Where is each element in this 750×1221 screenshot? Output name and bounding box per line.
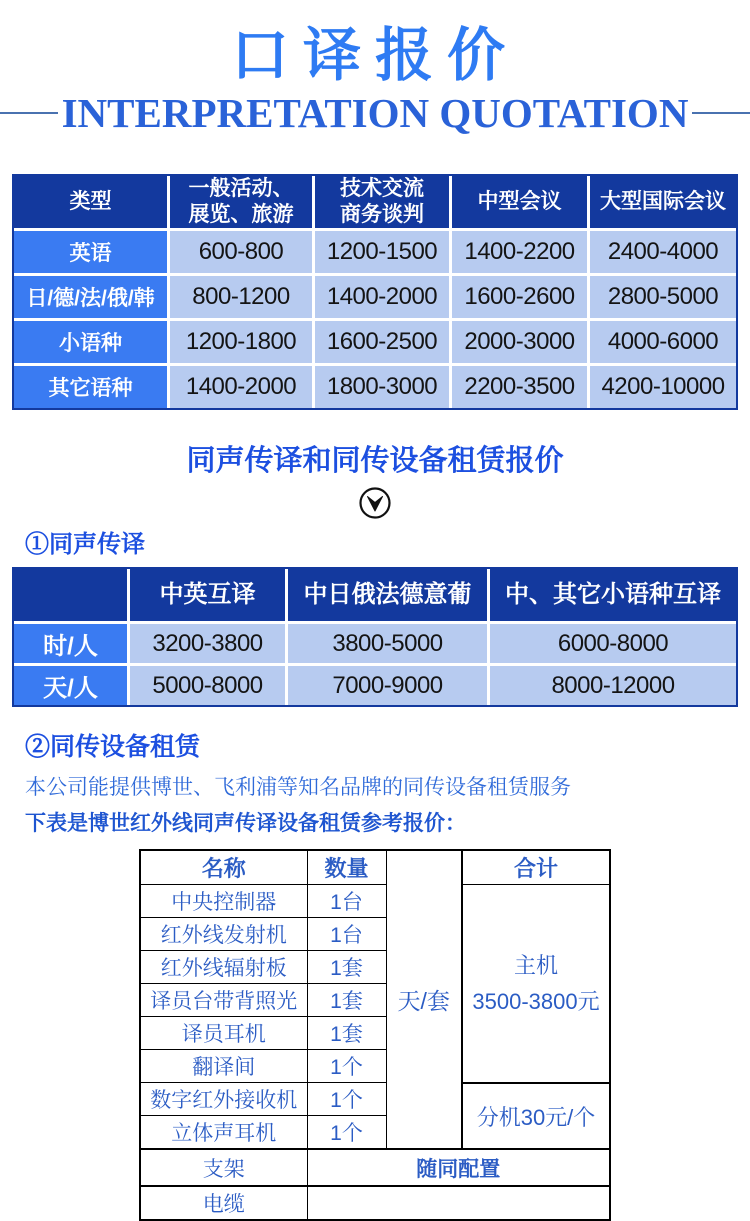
chevron-down-circle-icon — [358, 486, 392, 520]
table-row-bracket — [140, 1149, 610, 1186]
price-cell: 800-1200 — [170, 276, 315, 321]
table-row-cable — [140, 1186, 610, 1220]
equipment-desc-2: 下表是博世红外线同声传译设备租赁参考报价： — [25, 812, 466, 836]
price-cell: 3200-3800 — [130, 624, 288, 666]
table-row-per-day — [14, 666, 736, 705]
equipment-qty: 1个 — [307, 1116, 386, 1150]
page-subtitle: INTERPRETATION QUOTATION — [61, 89, 689, 136]
equipment-qty: 1台 — [307, 918, 386, 951]
unit-cell: 天/套 — [386, 850, 462, 1149]
col-header-large-conference: 大型国际会议 — [590, 176, 736, 232]
extension-total-cell: 分机30元/个 — [462, 1083, 610, 1150]
price-cell: 2400-4000 — [590, 231, 736, 276]
price-cell: 8000-12000 — [490, 666, 736, 705]
equipment-name: 中央控制器 — [140, 885, 307, 918]
col-header-zh-en: 中英互译 — [130, 569, 288, 624]
equipment-qty: 1台 — [307, 885, 386, 918]
price-cell: 4000-6000 — [590, 321, 736, 366]
col-header-technical-exchange — [315, 176, 452, 232]
price-cell: 2800-5000 — [590, 276, 736, 321]
interpretation-table — [12, 174, 738, 411]
subtitle-row — [0, 90, 750, 136]
row-label: 天/人 — [14, 666, 130, 705]
price-cell: 1600-2500 — [315, 321, 452, 366]
host-total-line2: 3500-3800元 — [472, 988, 600, 1014]
header-line: 商务谈判 — [340, 203, 424, 227]
equipment-qty: 1个 — [307, 1050, 386, 1083]
price-cell: 7000-9000 — [288, 666, 490, 705]
row-label: 英语 — [14, 231, 170, 276]
host-total-line1: 主机 — [513, 953, 558, 979]
table-header-row — [14, 569, 736, 624]
price-cell: 2000-3000 — [452, 321, 590, 366]
equipment-qty: 1个 — [307, 1083, 386, 1116]
table-row-per-hour — [14, 624, 736, 666]
col-header-zh-minor: 中、其它小语种互译 — [490, 569, 736, 624]
cable-value-cell — [307, 1186, 610, 1220]
price-cell: 4200-10000 — [590, 366, 736, 408]
col-header-medium-conference: 中型会议 — [452, 176, 590, 232]
equipment-name: 译员台带背照光 — [140, 984, 307, 1017]
row-label: 时/人 — [14, 624, 130, 666]
col-header-general-activities — [170, 176, 315, 232]
equipment-name: 电缆 — [140, 1186, 307, 1220]
price-cell: 1200-1500 — [315, 231, 452, 276]
equipment-table — [139, 849, 611, 1221]
price-cell: 1600-2600 — [452, 276, 590, 321]
equipment-name: 翻译间 — [140, 1050, 307, 1083]
header-line: 技术交流 — [340, 176, 424, 200]
price-cell: 1200-1800 — [170, 321, 315, 366]
col-header-name: 名称 — [140, 850, 307, 885]
price-cell: 5000-8000 — [130, 666, 288, 705]
table-row — [140, 1083, 610, 1116]
simultaneous-table — [12, 567, 738, 707]
price-cell: 600-800 — [170, 231, 315, 276]
col-header-total: 合计 — [462, 850, 610, 885]
equipment-name: 支架 — [140, 1149, 307, 1186]
col-header-qty: 数量 — [307, 850, 386, 885]
row-label: 其它语种 — [14, 366, 170, 408]
equipment-label: ②同传设备租赁 — [25, 733, 201, 762]
host-total-cell — [462, 885, 610, 1083]
col-header-zh-multi: 中日俄法德意葡 — [288, 569, 490, 624]
equipment-name: 立体声耳机 — [140, 1116, 307, 1150]
price-cell: 1400-2200 — [452, 231, 590, 276]
subtitle-right-rule — [692, 112, 750, 114]
equipment-qty: 1套 — [307, 984, 386, 1017]
col-header-type: 类型 — [14, 176, 170, 232]
bracket-value-cell: 随同配置 — [307, 1149, 610, 1186]
header-line: 一般活动、 — [188, 176, 294, 200]
interpretation-table-section — [0, 174, 750, 411]
simultaneous-label: ①同声传译 — [25, 531, 145, 559]
table-header-row — [140, 850, 610, 885]
table-row-jp-de-fr-ru-kr — [14, 276, 736, 321]
col-header-empty — [14, 569, 130, 624]
row-label: 日/德/法/俄/韩 — [14, 276, 170, 321]
equipment-desc-1: 本公司能提供博世、飞利浦等知名品牌的同传设备租赁服务 — [25, 776, 571, 800]
price-cell: 1800-3000 — [315, 366, 452, 408]
simultaneous-table-section — [0, 567, 750, 707]
equipment-name: 数字红外接收机 — [140, 1083, 307, 1116]
page — [0, 24, 750, 1221]
table-row — [140, 885, 610, 918]
equipment-name: 红外线辐射板 — [140, 951, 307, 984]
price-cell: 1400-2000 — [315, 276, 452, 321]
price-cell: 6000-8000 — [490, 624, 736, 666]
simultaneous-section-heading: 同声传译和同传设备租赁报价 — [186, 445, 564, 478]
row-label: 小语种 — [14, 321, 170, 366]
equipment-qty: 1套 — [307, 1017, 386, 1050]
equipment-name: 译员耳机 — [140, 1017, 307, 1050]
header-line: 展览、旅游 — [188, 203, 294, 227]
table-row-other-languages — [14, 366, 736, 408]
price-cell: 2200-3500 — [452, 366, 590, 408]
table-row-english — [14, 231, 736, 276]
subtitle-left-rule — [0, 112, 58, 114]
table-row-minor-languages — [14, 321, 736, 366]
equipment-qty: 1套 — [307, 951, 386, 984]
price-cell: 3800-5000 — [288, 624, 490, 666]
arrow-wrap — [0, 486, 750, 520]
page-title: 口译报价 — [230, 23, 519, 88]
table-header-row — [14, 176, 736, 232]
equipment-name: 红外线发射机 — [140, 918, 307, 951]
price-cell: 1400-2000 — [170, 366, 315, 408]
